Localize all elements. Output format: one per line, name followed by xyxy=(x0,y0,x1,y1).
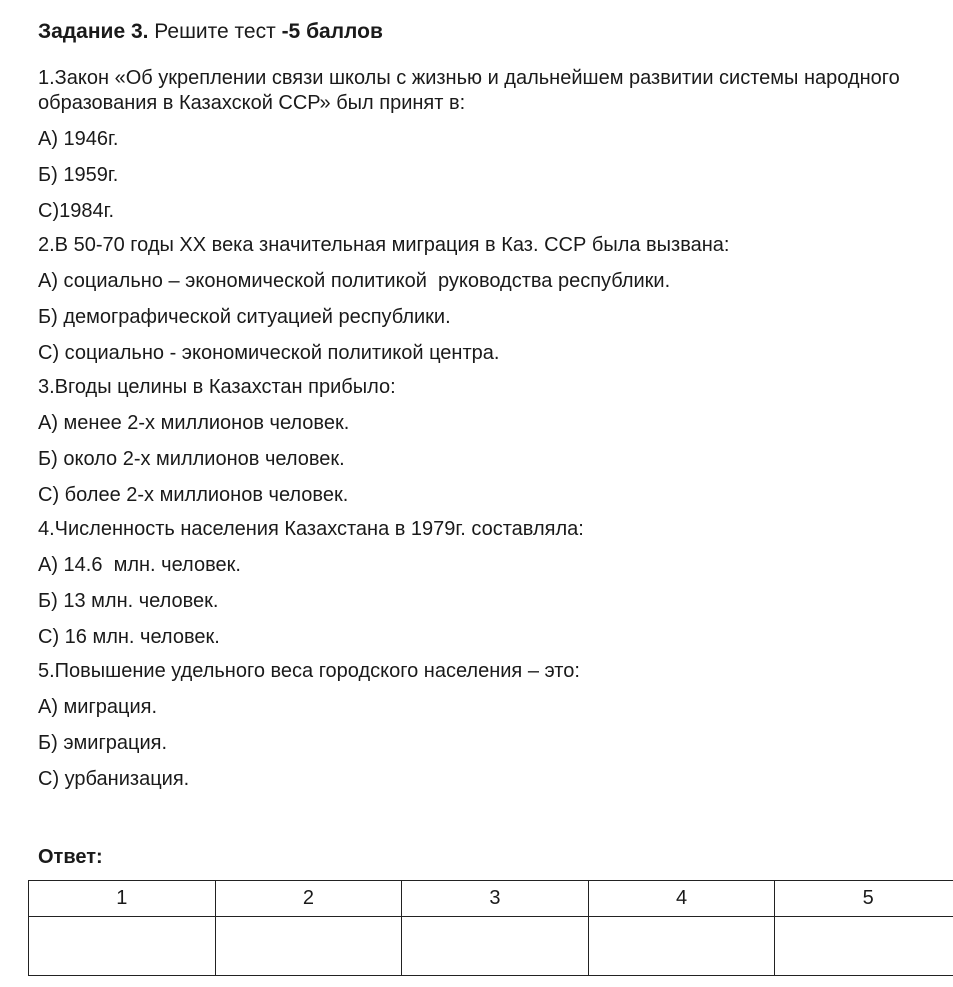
answer-cell-1[interactable] xyxy=(29,917,216,976)
task-label: Задание 3. xyxy=(38,20,149,43)
question-4 xyxy=(38,517,938,650)
answer-column-header: 2 xyxy=(215,881,402,917)
question-2 xyxy=(38,233,938,366)
answer-table-header-row xyxy=(29,881,953,917)
answer-cell-4[interactable] xyxy=(588,917,775,976)
question-text: 3.Вгоды целины в Казахстан прибыло: xyxy=(38,376,396,398)
task-title xyxy=(38,20,383,44)
question-5 xyxy=(38,659,938,792)
question-text: 1.Закон «Об укреплении связи школы с жизнью и дальнейшем развитии системы народного образования в Казахской ССР» был принят в: xyxy=(38,67,900,114)
question-list xyxy=(38,66,938,792)
answer-column-header: 3 xyxy=(402,881,589,917)
answer-option: С) 16 млн. человек. xyxy=(38,626,220,648)
answer-column-header: 1 xyxy=(29,881,216,917)
answer-option: Б) демографической ситуацией республики. xyxy=(38,306,451,328)
answer-column-header: 5 xyxy=(775,881,953,917)
question-3 xyxy=(38,375,938,508)
answer-option: С) урбанизация. xyxy=(38,768,190,790)
answer-option: С) более 2-х миллионов человек. xyxy=(38,484,349,506)
answer-option: А) социально – экономической политикой руководства республики. xyxy=(38,270,671,292)
answer-table xyxy=(28,880,953,976)
task-instruction: Решите тест xyxy=(148,20,282,43)
answer-option: А) 14.6 млн. человек. xyxy=(38,554,241,576)
answer-option: Б) эмиграция. xyxy=(38,732,168,754)
answer-option: Б) 1959г. xyxy=(38,164,119,186)
answer-cell-5[interactable] xyxy=(775,917,953,976)
answer-option: С)1984г. xyxy=(38,200,115,222)
answer-label: Ответ: xyxy=(38,846,103,868)
answer-column-header: 4 xyxy=(588,881,775,917)
task-points: -5 баллов xyxy=(281,20,383,43)
answer-option: Б) около 2-х миллионов человек. xyxy=(38,448,345,470)
question-text: 5.Повышение удельного веса городского населения – это: xyxy=(38,660,580,682)
question-text: 4.Численность населения Казахстана в 1979г. составляла: xyxy=(38,518,584,540)
answer-option: А) 1946г. xyxy=(38,128,119,150)
question-1 xyxy=(38,66,938,224)
answer-cell-3[interactable] xyxy=(402,917,589,976)
answer-option: Б) 13 млн. человек. xyxy=(38,590,219,612)
answer-option: А) миграция. xyxy=(38,696,158,718)
answer-option: С) социально - экономической политикой центра. xyxy=(38,342,500,364)
answer-option: А) менее 2-х миллионов человек. xyxy=(38,412,350,434)
answer-table-answer-row xyxy=(29,917,953,976)
answer-cell-2[interactable] xyxy=(215,917,402,976)
question-text: 2.В 50-70 годы ХХ века значительная миграция в Каз. ССР была вызвана: xyxy=(38,234,730,256)
